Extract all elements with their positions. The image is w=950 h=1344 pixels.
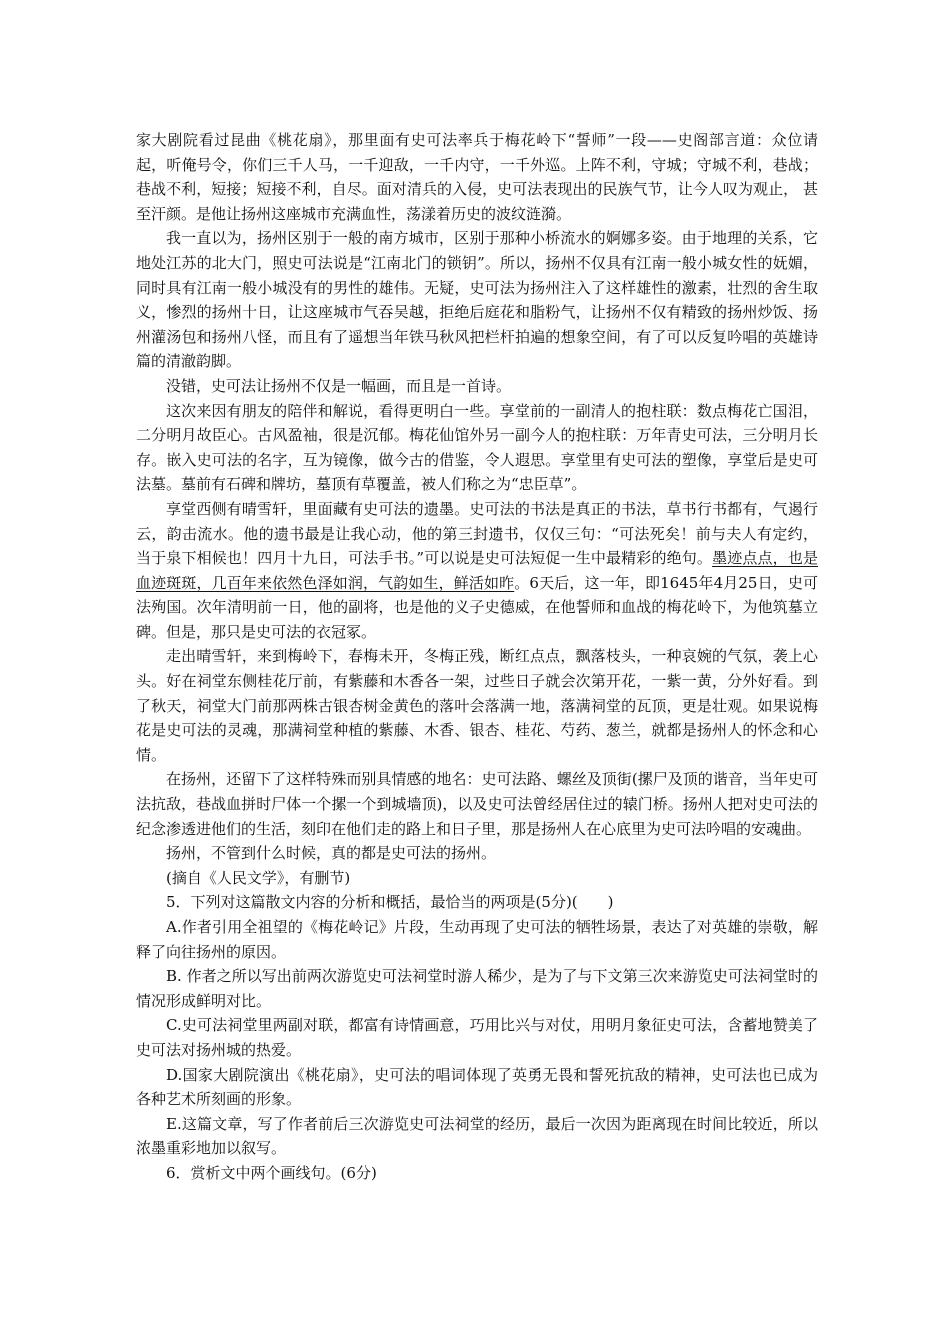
- option-c: C.史可法祠堂里两副对联，都富有诗情画意，巧用比兴与对仗，用明月象征史可法，含蓄地赞美了史可法对扬州城的热爱。: [136, 1016, 818, 1059]
- paragraph: 扬州，不管到什么时候，真的都是史可法的扬州。: [166, 844, 497, 863]
- option-b: B. 作者之所以写出前两次游览史可法祠堂时游人稀少，是为了与下文第三次来游览史可法祠堂时的情况形成鲜明对比。: [136, 967, 818, 1010]
- question-6-stem: 6．赏析文中两个画线句。(6分): [166, 1163, 377, 1182]
- option-d: D.国家大剧院演出《桃花扇》，史可法的唱词体现了英勇无畏和誓死抗敌的精神，史可法也已成为各种艺术所刻画的形象。: [136, 1065, 818, 1109]
- paragraph-with-underline: [136, 497, 818, 645]
- text-after-underline: 。6天后，这一年，即1645年4月25日，史可法殉国。次年清明前一日，他的副将，也是他的义子史德威，在他誓师和血战的梅花岭下，为他筑墓立碑。但是，那只是史可法的衣冠冢。: [136, 573, 818, 641]
- document-page: [136, 128, 818, 1186]
- option-a: A.作者引用全祖望的《梅花岭记》片段，生动再现了史可法的牺牲场景，表达了对英雄的崇敬，解释了向往扬州的原因。: [136, 918, 818, 961]
- paragraph: 我一直以为，扬州区别于一般的南方城市，区别于那种小桥流水的婀娜多姿。由于地理的关系，它地处江苏的北大门，照史可法说是“江南北门的锁钥”。所以，扬州不仅具有江南一般小城女性的妩媚，同时具有江南一般小城没有的男性的雄伟。无疑，史可法为扬州注入了这样雄性的激素，壮烈的舍生取义，惨烈的扬州十日，让这座城市气吞吴越，拒绝后庭花和脂粉气，让扬州不仅有精致的扬州炒饭、扬州灌汤包和扬州八怪，而且有了遥想当年铁马秋风把栏杆拍遍的想象空间，有了可以反复吟唱的英雄诗篇的清澈韵脚。: [136, 229, 818, 371]
- paragraph: 走出晴雪轩，来到梅岭下，春梅未开，冬梅正残，断红点点，飘落枝头，一种哀婉的气氛，袭上心头。好在祠堂东侧桂花厅前，有紫藤和木香各一架，过些日子就会次第开花，一紫一黄，分外好看。到了秋天，祠堂大门前那两株古银杏树金黄色的落叶会落满一地，落满祠堂的瓦顶，更是壮观。如果说梅花是史可法的灵魂，那满祠堂种植的紫藤、木香、银杏、桂花、芍药、葱兰，就都是扬州人的怀念和心情。: [136, 647, 818, 764]
- paragraph: 家大剧院看过昆曲《桃花扇》，那里面有史可法率兵于梅花岭下“誓师”一段——史阁部言道：众位请起，听俺号令，你们三千人马，一千迎敌，一千内守，一千外巡。上阵不利，守城；守城不利，巷战；巷战不利，短接；短接不利，自尽。面对清兵的入侵，史可法表现出的民族气节，让今人叹为观止， 甚至汗颜。是他让扬州这座城市充满血性，荡漾着历史的波纹涟漪。: [136, 131, 818, 223]
- paragraph: 在扬州，还留下了这样特殊而别具情感的地名：史可法路、螺丝及顶街(摞尸及顶的谐音，当年史可法抗敌，巷战血拼时尸体一个摞一个到城墙顶)，以及史可法曾经居住过的辕门桥。扬州人把对史可法的纪念渗透进他们的生活，刻印在他们走的路上和日子里，那是扬州人在心底里为史可法吟唱的安魂曲。: [136, 770, 818, 838]
- question-5-stem: 5．下列对这篇散文内容的分析和概括，最恰当的两项是(5分)( ): [166, 893, 614, 912]
- source-citation: (摘自《人民文学》，有删节): [166, 868, 351, 887]
- text-before-underline: 享堂西侧有晴雪轩，里面藏有史可法的遗墨。史可法的书法是真正的书法，草书行书都有，气遏行云，韵击流水。他的遗书最是让我心动，他的第三封遗书，仅仅三句：“可法死矣！前与夫人有定约，当于泉下相候也！四月十九日，可法手书。”可以说是史可法短促一生中最精彩的绝句。: [136, 499, 818, 568]
- paragraph: 这次来因有朋友的陪伴和解说，看得更明白一些。享堂前的一副清人的抱柱联：数点梅花亡国泪，二分明月故臣心。古风盈袖，很是沉郁。梅花仙馆外另一副今人的抱柱联：万年青史可法，三分明月长存。嵌入史可法的名字，互为镜像，做今古的借鉴，令人遐思。享堂里有史可法的塑像，享堂后是史可法墓。墓前有石碑和牌坊，墓顶有草覆盖，被人们称之为“忠臣草”。: [136, 401, 818, 494]
- paragraph: 没错，史可法让扬州不仅是一幅画，而且是一首诗。: [166, 376, 512, 395]
- option-e: E.这篇文章，写了作者前后三次游览史可法祠堂的经历，最后一次因为距离现在时间比较近，所以浓墨重彩地加以叙写。: [136, 1114, 818, 1158]
- underlined-sentence: 墨迹点点，也是血迹斑斑，几百年来依然色泽如润，气韵如生，鲜活如昨: [136, 549, 818, 592]
